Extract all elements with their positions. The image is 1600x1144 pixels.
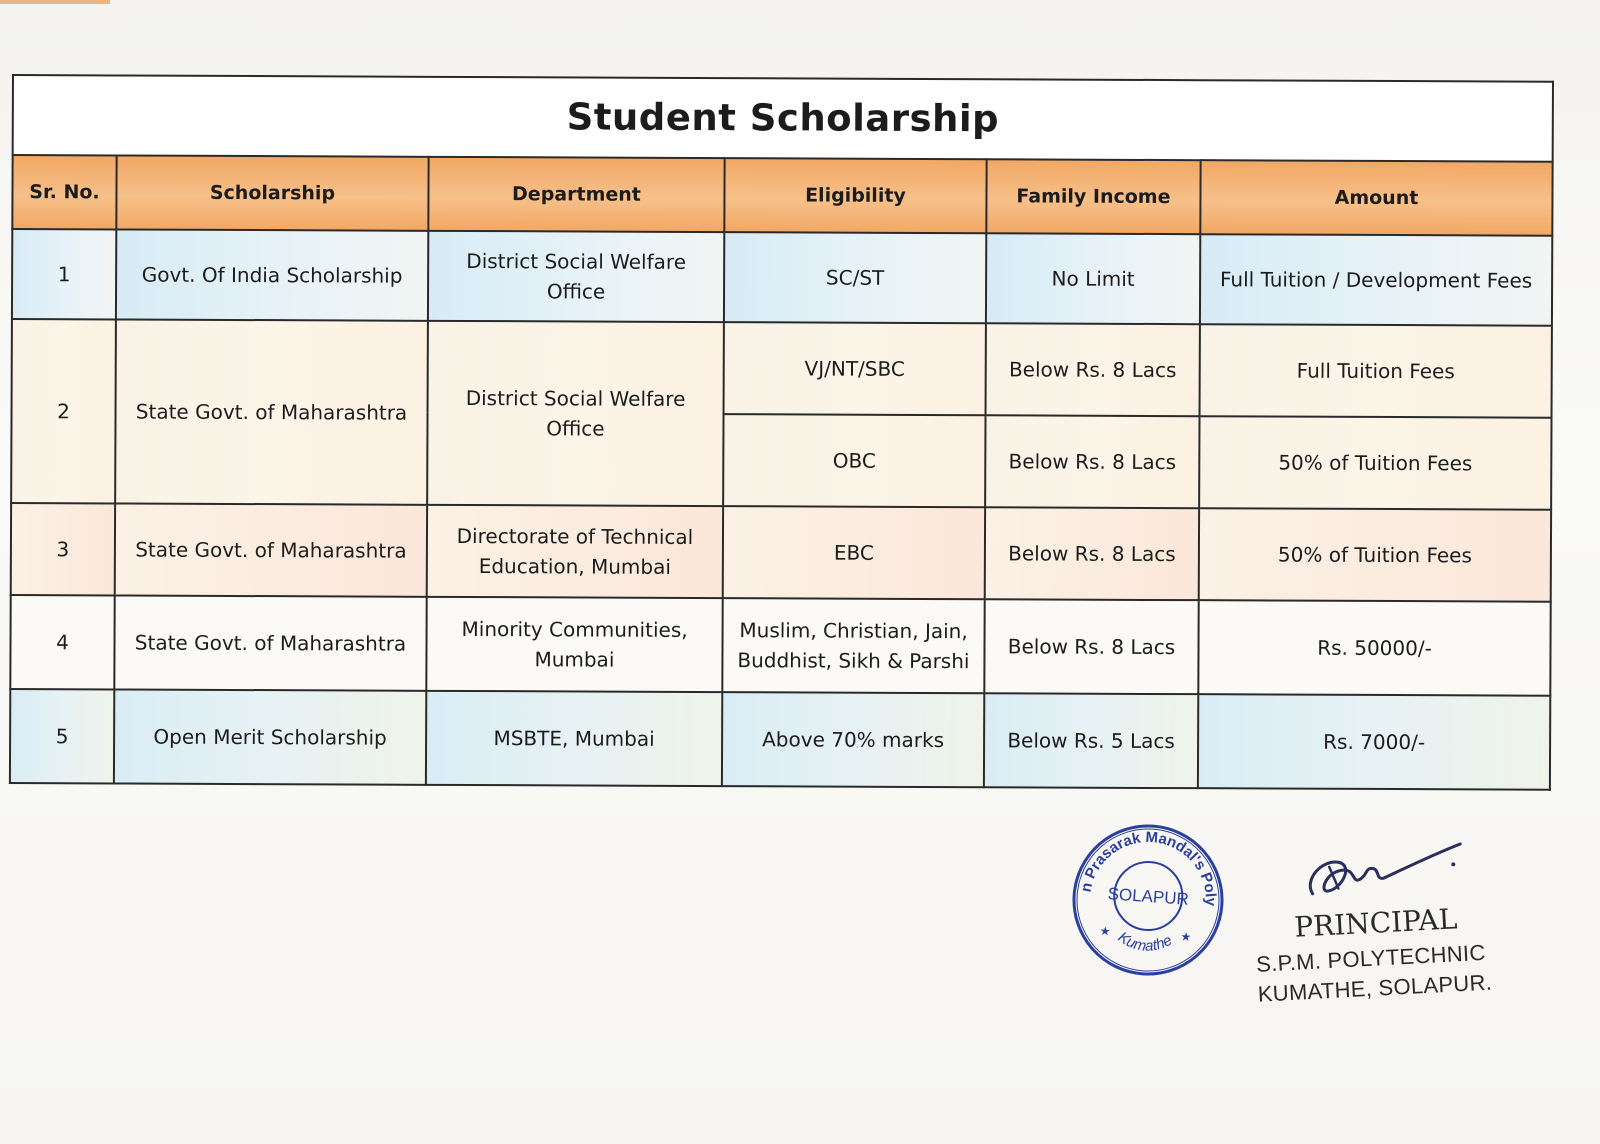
col-header-eligibility: Eligibility <box>724 158 986 233</box>
cell-eligibility: SC/ST <box>724 232 986 323</box>
department-line: Directorate of Technical <box>456 523 694 549</box>
cell-sr-no: 4 <box>10 595 114 689</box>
cell-eligibility: EBC <box>723 506 985 599</box>
col-header-department: Department <box>428 157 724 232</box>
cell-amount: 50% of Tuition Fees <box>1199 508 1551 602</box>
table-title: Student Scholarship <box>13 75 1553 162</box>
cell-family-income: Below Rs. 8 Lacs <box>985 507 1199 600</box>
cell-department <box>427 505 723 598</box>
cell-family-income: Below Rs. 8 Lacs <box>985 415 1199 508</box>
principal-signature-block <box>1250 830 1539 1014</box>
scholarship-table <box>9 74 1554 791</box>
principal-designation: PRINCIPAL <box>1293 902 1459 944</box>
department-line: Mumbai <box>534 647 615 672</box>
seal-center-text: SOLAPUR <box>1107 884 1190 909</box>
seal-star-icon: ★ <box>1099 923 1111 939</box>
table-row <box>12 229 1552 326</box>
cell-family-income: Below Rs. 8 Lacs <box>984 599 1198 694</box>
col-header-family-income: Family Income <box>986 159 1200 234</box>
cell-department: District Social Welfare Office <box>427 321 724 506</box>
cell-amount: Full Tuition Fees <box>1200 324 1552 418</box>
institute-seal <box>1065 817 1232 984</box>
svg-text:Kumathe <box>1114 928 1176 957</box>
table-row <box>10 689 1550 790</box>
eligibility-line: Muslim, Christian, Jain, <box>739 618 968 644</box>
cell-scholarship: Govt. Of India Scholarship <box>116 229 428 320</box>
cell-amount: Rs. 7000/- <box>1198 694 1550 790</box>
cell-scholarship: Open Merit Scholarship <box>114 689 426 784</box>
cell-department: MSBTE, Mumbai <box>426 691 722 786</box>
institute-name: S.P.M. POLYTECHNIC <box>1255 939 1487 977</box>
cell-eligibility <box>722 598 984 693</box>
edge-mark <box>0 0 110 4</box>
seal-star-icon: ★ <box>1180 929 1192 945</box>
cell-scholarship: State Govt. of Maharashtra <box>115 319 428 504</box>
eligibility-line: Buddhist, Sikh & Parshi <box>737 648 970 674</box>
seal-graphic <box>1065 817 1232 984</box>
cell-sr-no: 3 <box>11 503 115 595</box>
table-row <box>10 595 1550 696</box>
col-header-scholarship: Scholarship <box>116 155 428 230</box>
cell-scholarship: State Govt. of Maharashtra <box>114 595 426 690</box>
cell-eligibility: VJ/NT/SBC <box>724 322 986 415</box>
seal-outer-text: Shikshan Prasarak Mandal's Polytechnic <box>1077 828 1220 907</box>
cell-amount: 50% of Tuition Fees <box>1199 416 1551 510</box>
cell-eligibility: Above 70% marks <box>722 692 984 787</box>
department-line: Minority Communities, <box>461 616 688 642</box>
cell-department <box>426 597 722 692</box>
cell-eligibility: OBC <box>723 414 985 507</box>
department-line: Education, Mumbai <box>478 554 672 579</box>
signature-graphic <box>1280 833 1483 913</box>
table-row <box>12 319 1552 418</box>
cell-amount: Rs. 50000/- <box>1198 600 1550 696</box>
cell-family-income: No Limit <box>986 233 1200 324</box>
seal-bottom-text: Kumathe <box>1114 928 1176 955</box>
institute-location: KUMATHE, SOLAPUR. <box>1257 969 1493 1007</box>
cell-sr-no: 5 <box>10 689 114 783</box>
table-row <box>11 503 1551 602</box>
cell-scholarship: State Govt. of Maharashtra <box>115 503 427 596</box>
col-header-sr-no: Sr. No. <box>12 155 116 229</box>
cell-department: District Social Welfare Office <box>428 231 724 322</box>
cell-amount: Full Tuition / Development Fees <box>1200 234 1552 326</box>
cell-family-income: Below Rs. 8 Lacs <box>986 323 1200 416</box>
cell-sr-no: 2 <box>11 319 116 503</box>
cell-sr-no: 1 <box>12 229 116 319</box>
header-row <box>12 155 1552 236</box>
col-header-amount: Amount <box>1200 160 1552 236</box>
cell-family-income: Below Rs. 5 Lacs <box>984 693 1198 788</box>
